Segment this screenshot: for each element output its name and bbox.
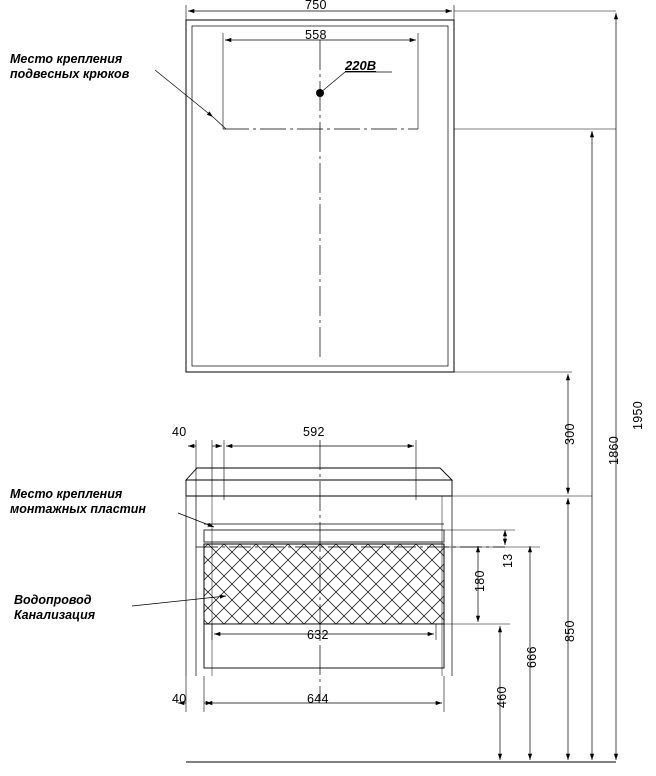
note-hooks-line1: Место крепления [10,52,123,66]
mounting-plates [204,524,444,542]
dim-text-460: 460 [495,686,509,708]
note-hooks-line2: подвесных крюков [10,67,130,81]
dim-text-558: 558 [305,28,327,42]
drawer-hatched [204,544,444,624]
note-plates-line1: Место крепления [10,487,123,501]
note-plumbing-line1: Водопровод [14,593,92,607]
dim-text-850: 850 [563,620,577,642]
note-plumbing-line2: Канализация [14,608,96,622]
dim-text-666: 666 [525,646,539,668]
dim-text-750: 750 [305,0,327,12]
dim-text-40-top: 40 [172,425,187,439]
dim-text-644: 644 [307,692,329,706]
countertop [186,468,452,496]
dim-text-40-bottom: 40 [172,692,187,706]
dim-text-1950: 1950 [631,400,645,430]
dim-text-592: 592 [303,425,325,439]
mirror-outline [186,20,454,372]
dim-text-300: 300 [563,423,577,445]
dim-text-13: 13 [501,553,515,568]
label-220v: 220В [345,58,377,73]
dim-13 [444,530,515,545]
dim-text-1860: 1860 [607,435,621,465]
dim-text-180: 180 [473,570,487,592]
note-plates-line2: монтажных пластин [10,502,146,516]
note-plates [10,487,146,517]
note-plumbing [14,593,95,623]
dim-text-632: 632 [307,628,329,642]
note-hooks [10,52,129,82]
